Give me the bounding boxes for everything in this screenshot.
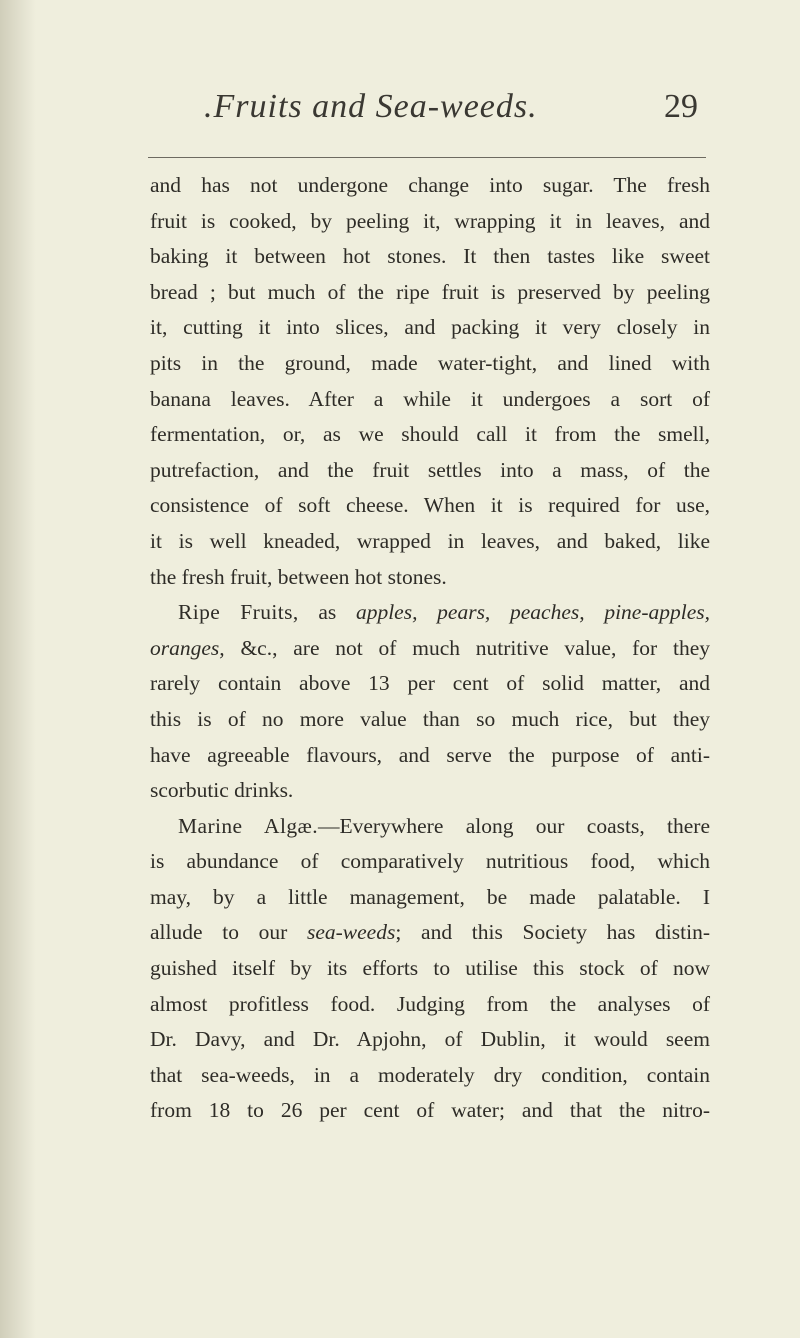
text-run: ; and this Society has distin- [395, 920, 710, 945]
page-edge-shadow [0, 0, 36, 1338]
text-line: almost profitless food. Judging from the analyses of [150, 991, 710, 1016]
italic-term: peaches, [510, 600, 585, 625]
text-line: from 18 to 26 per cent of water; and that the nitro- [150, 1098, 710, 1123]
page-number: 29 [664, 88, 698, 125]
text-line: that sea-weeds, in a moderately dry condition, contain [150, 1062, 710, 1087]
text-line: fermentation, or, as we should call it from the smell, [150, 422, 710, 447]
text-line: consistence of soft cheese. When it is required for use, [150, 493, 710, 518]
text-run: —Everywhere along our coasts, there [318, 813, 710, 838]
text-run: allude to our [150, 920, 307, 945]
text-line: it, cutting it into slices, and packing it very closely in [150, 315, 710, 340]
text-run: &c., are not of much nutritive value, for they [224, 635, 710, 660]
text-line [150, 809, 710, 845]
italic-term: sea-weeds [306, 920, 396, 945]
paragraph-lead: Marine Algæ. [178, 813, 318, 838]
text-line: Dr. Davy, and Dr. Apjohn, of Dublin, it would seem [150, 1027, 710, 1052]
text-line [150, 595, 710, 631]
text-line: fruit is cooked, by peeling it, wrapping it in leaves, and [150, 208, 710, 233]
text-line: banana leaves. After a while it undergoes a sort of [150, 386, 710, 411]
text-line: putrefaction, and the fruit settles into a mass, of the [150, 457, 710, 482]
text-line: pits in the ground, made water-tight, and lined with [150, 350, 710, 375]
text-line: may, by a little management, be made palatable. I [150, 884, 710, 909]
text-line: and has not undergone change into sugar. The fresh [150, 173, 710, 197]
text-line: baking it between hot stones. It then tastes like sweet [150, 244, 710, 269]
paragraph-lead: Ripe Fruits, [178, 600, 299, 625]
italic-term: pine-apples, [604, 600, 710, 625]
text-line: scorbutic drinks. [150, 778, 294, 803]
italic-term: pears, [437, 600, 491, 625]
italic-term: apples, [355, 600, 418, 625]
text-line: guished itself by its efforts to utilise this stock of now [150, 956, 710, 981]
italic-term: oranges, [150, 635, 225, 660]
text-line: it is well kneaded, wrapped in leaves, and baked, like [150, 528, 710, 553]
text-line [150, 915, 710, 951]
text-line: the fresh fruit, between hot stones. [150, 564, 447, 589]
running-title: .Fruits and Sea-weeds. [204, 88, 538, 125]
body-text [150, 168, 710, 1129]
text-line: is abundance of comparatively nutritious food, which [150, 849, 710, 874]
text-run: as [298, 600, 356, 625]
header-rule [148, 157, 706, 158]
running-head [0, 88, 800, 138]
text-line [150, 631, 710, 667]
text-line: have agreeable flavours, and serve the purpose of anti- [150, 742, 710, 767]
text-line: this is of no more value than so much rice, but they [150, 706, 710, 731]
text-line: rarely contain above 13 per cent of solid matter, and [150, 671, 710, 696]
text-line: bread ; but much of the ripe fruit is preserved by peeling [150, 279, 710, 304]
